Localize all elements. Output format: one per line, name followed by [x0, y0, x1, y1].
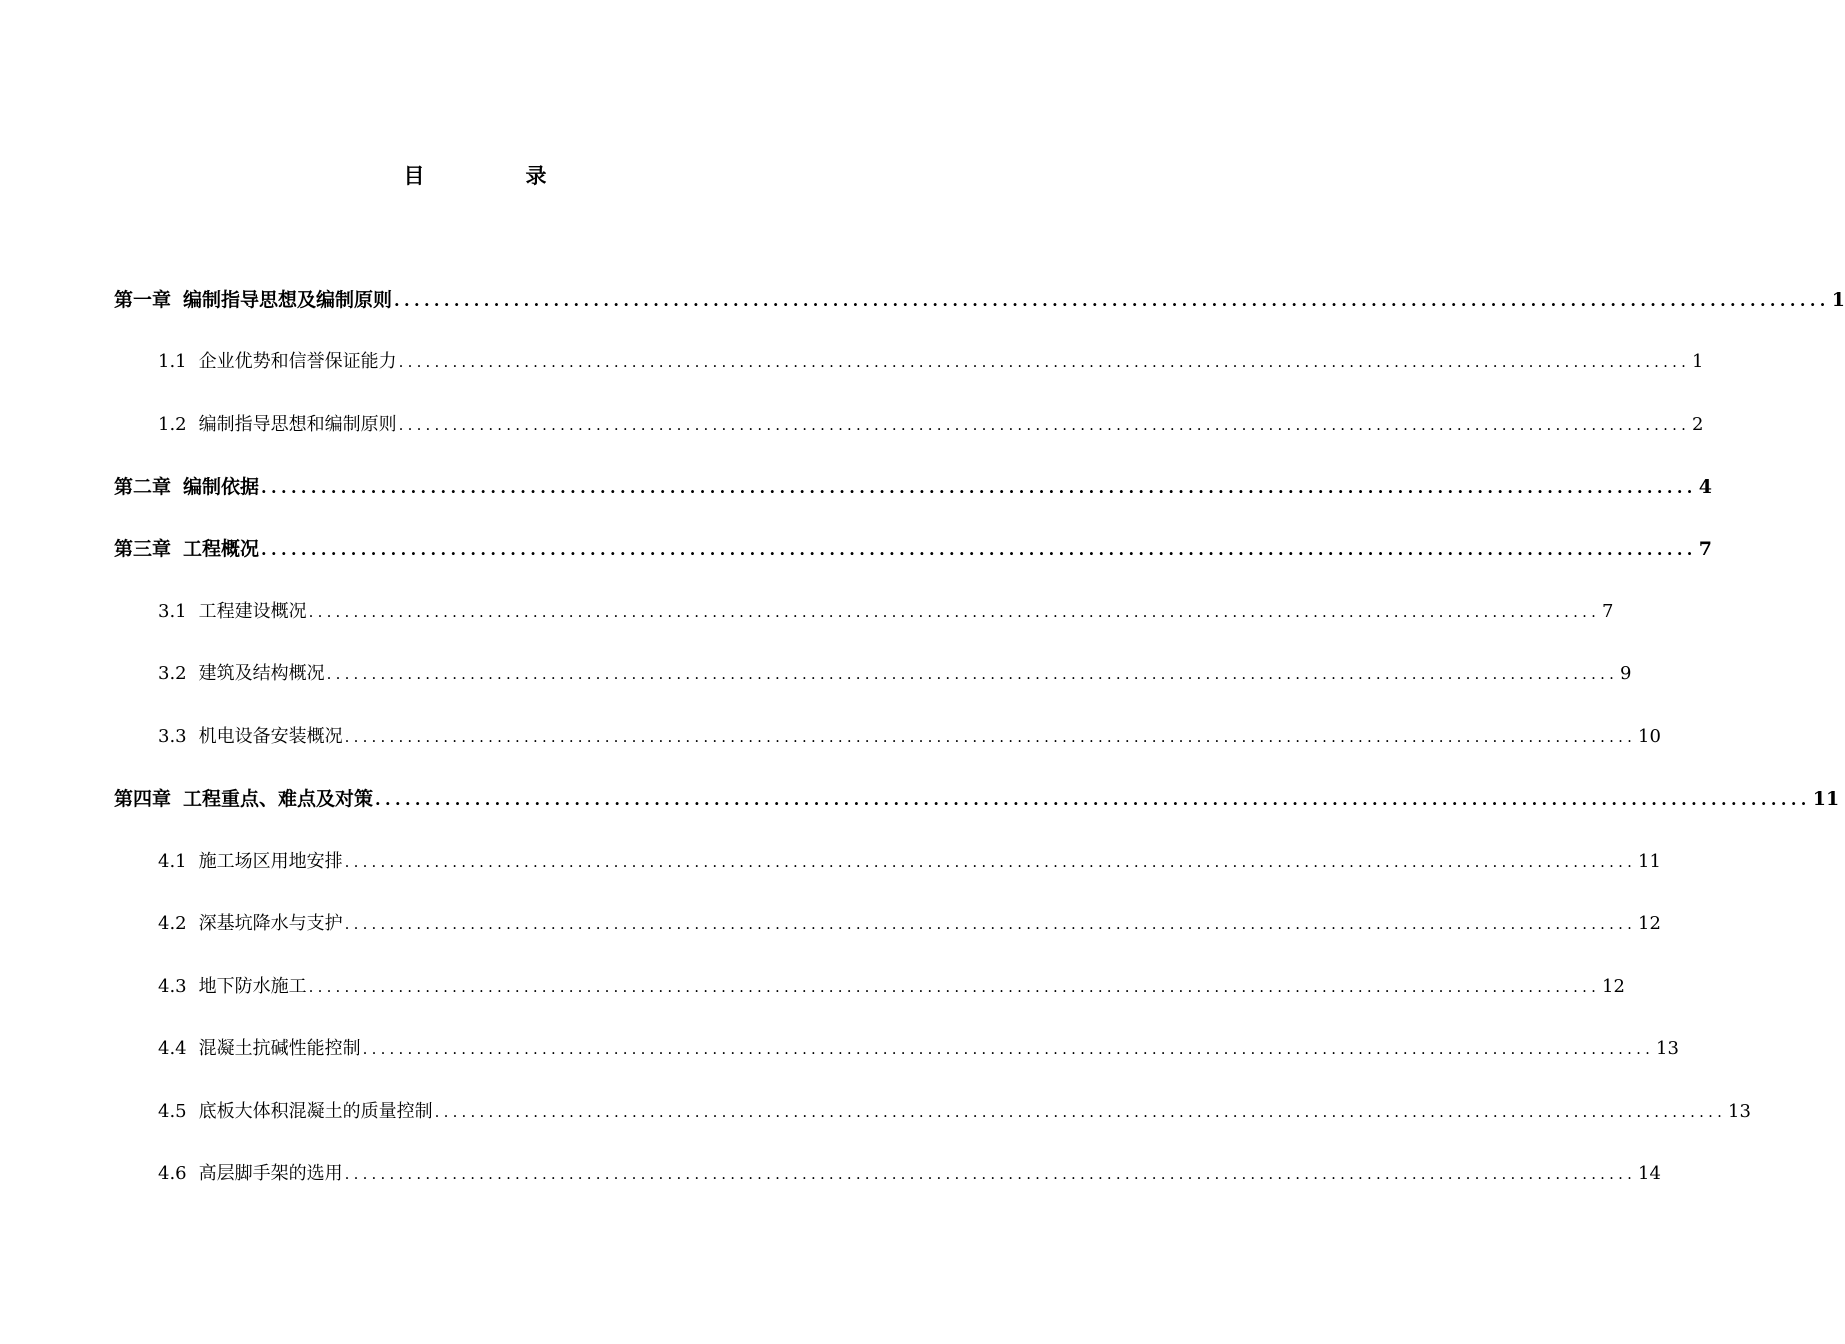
toc-entry-number: 第二章	[114, 476, 172, 498]
toc-chapter-3[interactable]	[114, 534, 1712, 564]
toc-leader-dots: ................................................................................................................................................	[308, 603, 1601, 621]
toc-leader-dots: ................................................................................................................................................	[434, 1103, 1727, 1121]
toc-entry-page: 9	[1620, 663, 1632, 684]
toc-entry-page: 7	[1602, 601, 1614, 622]
toc-section-3-2[interactable]	[158, 659, 1632, 689]
toc-section-4-3[interactable]	[158, 972, 1625, 1002]
toc-entry-number: 4.4	[158, 1038, 187, 1059]
toc-entry-number: 4.5	[158, 1101, 187, 1122]
toc-leader-dots: ................................................................................................................................................	[261, 478, 1697, 497]
toc-leader-dots: ................................................................................................................................................	[261, 540, 1697, 559]
toc-entry-title: 工程重点、难点及对策	[183, 788, 374, 810]
toc-section-4-1[interactable]	[158, 847, 1661, 877]
toc-leader-dots: ................................................................................................................................................	[344, 915, 1637, 933]
toc-entry-title: 地下防水施工	[198, 976, 307, 997]
toc-entry-page: 10	[1638, 726, 1661, 747]
toc-entry-title: 施工场区用地安排	[198, 851, 343, 872]
toc-entry-page: 11	[1812, 788, 1840, 810]
toc-leader-dots: ................................................................................................................................................	[344, 1165, 1637, 1183]
toc-leader-dots: ................................................................................................................................................	[308, 978, 1601, 996]
toc-entry-number: 4.2	[158, 913, 187, 934]
toc-entry-page: 2	[1692, 414, 1704, 435]
toc-entry-page: 1	[1831, 289, 1845, 311]
toc-entry-title: 编制指导思想及编制原则	[183, 289, 393, 311]
toc-leader-dots: ................................................................................................................................................	[326, 665, 1619, 683]
toc-entry-number: 1.1	[158, 351, 187, 372]
toc-entry-number: 4.6	[158, 1163, 187, 1184]
toc-entry-number: 4.1	[158, 851, 187, 872]
toc-entry-page: 13	[1656, 1038, 1679, 1059]
toc-entry-page: 4	[1698, 476, 1712, 498]
toc-entry-page: 12	[1602, 976, 1625, 997]
toc-entry-number: 第三章	[114, 538, 172, 560]
toc-section-3-1[interactable]	[158, 597, 1614, 627]
page-title: 目 录	[403, 163, 587, 188]
toc-leader-dots: ................................................................................................................................................	[398, 416, 1691, 434]
toc-section-3-3[interactable]	[158, 722, 1661, 752]
toc-entry-number: 1.2	[158, 414, 187, 435]
toc-section-4-5[interactable]	[158, 1097, 1751, 1127]
toc-section-4-4[interactable]	[158, 1034, 1679, 1064]
toc-entry-page: 12	[1638, 913, 1661, 934]
toc-entry-title: 建筑及结构概况	[198, 663, 325, 684]
toc-leader-dots: ................................................................................................................................................	[375, 790, 1811, 809]
toc-leader-dots: ................................................................................................................................................	[398, 353, 1691, 371]
toc-entry-number: 3.3	[158, 726, 187, 747]
toc-section-4-2[interactable]	[158, 909, 1661, 939]
toc-entry-number: 4.3	[158, 976, 187, 997]
toc-entry-title: 工程概况	[183, 538, 260, 560]
toc-entry-title: 编制依据	[183, 476, 260, 498]
toc-section-4-6[interactable]	[158, 1159, 1661, 1189]
toc-chapter-2[interactable]	[114, 472, 1712, 502]
toc-leader-dots: ................................................................................................................................................	[394, 291, 1830, 310]
toc-entry-title: 底板大体积混凝土的质量控制	[198, 1101, 433, 1122]
toc-entry-number: 3.1	[158, 601, 187, 622]
toc-section-1-2[interactable]	[158, 410, 1704, 440]
toc-leader-dots: ................................................................................................................................................	[362, 1040, 1655, 1058]
toc-entry-title: 机电设备安装概况	[198, 726, 343, 747]
toc-entry-title: 混凝土抗碱性能控制	[198, 1038, 361, 1059]
toc-entry-page: 1	[1692, 351, 1704, 372]
toc-entry-title: 深基坑降水与支护	[198, 913, 343, 934]
toc-entry-number: 第四章	[114, 788, 172, 810]
toc-entry-number: 3.2	[158, 663, 187, 684]
toc-entry-number: 第一章	[114, 289, 172, 311]
toc-entry-title: 企业优势和信誉保证能力	[198, 351, 397, 372]
toc-entry-page: 11	[1638, 851, 1661, 872]
toc-entry-page: 14	[1638, 1163, 1661, 1184]
toc-entry-page: 7	[1698, 538, 1712, 560]
toc-entry-page: 13	[1728, 1101, 1751, 1122]
toc-entry-title: 工程建设概况	[198, 601, 307, 622]
toc-chapter-4[interactable]	[114, 784, 1840, 814]
toc-leader-dots: ................................................................................................................................................	[344, 728, 1637, 746]
toc-section-1-1[interactable]	[158, 347, 1704, 377]
toc-entry-title: 高层脚手架的选用	[198, 1163, 343, 1184]
toc-leader-dots: ................................................................................................................................................	[344, 853, 1637, 871]
toc-entry-title: 编制指导思想和编制原则	[198, 414, 397, 435]
toc-chapter-1[interactable]	[114, 285, 1845, 315]
